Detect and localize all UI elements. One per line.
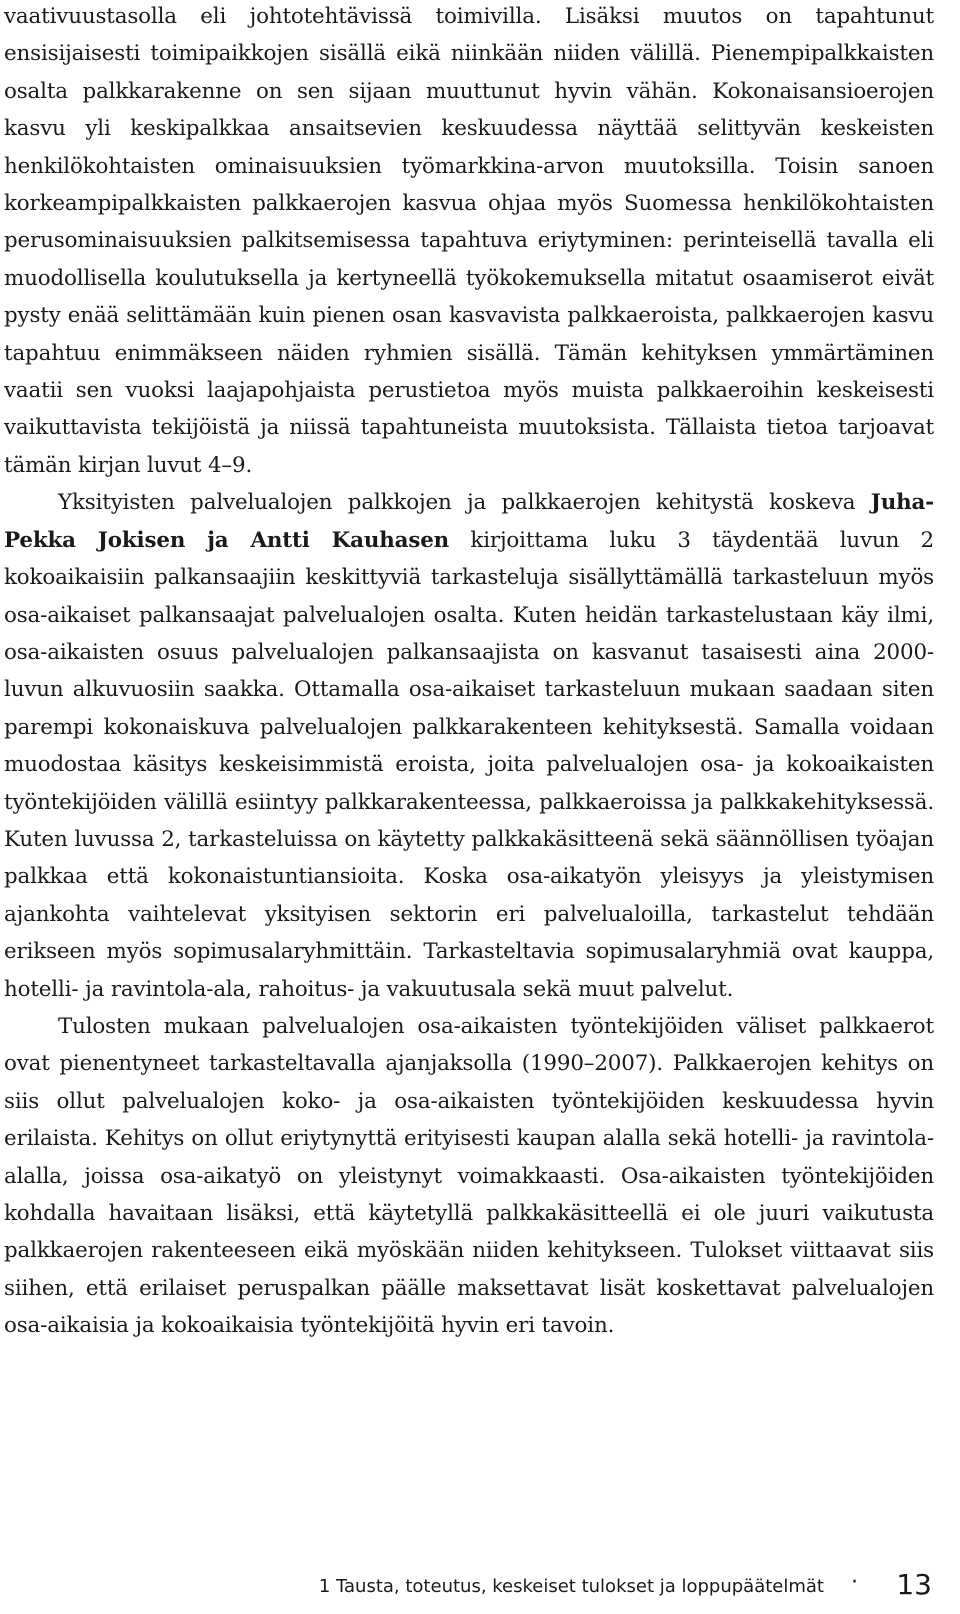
paragraph-1: vaativuustasolla eli johtotehtävissä toimivilla. Lisäksi muutos on tapahtunut ensisijaisesti toimipaikkojen sisällä eikä niinkään niiden välillä. Pienempipalkkaisten osalta palkkarakenne on sen sijaan muuttunut hyvin vähän. Kokonaisansioerojen kasvu yli keskipalkkaa ansaitsevien keskuudessa näyttää selittyvän keskeisten henkilökohtaisten ominaisuuksien työmarkkina-arvon muutoksilla. Toisin sanoen korkeampipalkkaisten palkkaerojen kasvua ohjaa myös Suomessa henkilökohtaisten perusominaisuuksien palkitsemisessa tapahtuva eriytyminen: perinteisellä tavalla eli muodollisella koulutuksella ja kertyneellä työkokemuksella mitatut osaamiserot eivät pysty enää selittämään kuin pienen osan kasvavista palkkaeroista, palkkaerojen kasvu tapahtuu enimmäkseen näiden ryhmien sisällä. Tämän kehityksen ymmärtäminen vaatii sen vuoksi laajapohjaista perustietoa myös muista palkkaeroihin keskeisesti vaikuttavista tekijöistä ja niissä tapahtuneista muutoksista. Tällaista tietoa tarjoavat tämän kirjan luvut 4–9. [4, 4, 934, 478]
footer-separator: · [851, 1570, 858, 1595]
page-number: 13 [896, 1568, 932, 1601]
footer-chapter-title: 1 Tausta, toteutus, keskeiset tulokset ja loppupäätelmät [318, 1576, 824, 1597]
paragraph-2-authors: Juha-Pekka Jokisen ja Antti Kauhasen [4, 490, 934, 553]
paragraph-3: Tulosten mukaan palvelualojen osa-aikaisten työntekijöiden väliset palkkaerot ovat pienentyneet tarkasteltavalla ajanjaksolla (1990–2007). Palkkaerojen kehitys on siis ollut palvelualojen koko- ja osa-aikaisten työntekijöiden keskuudessa hyvin erilaista. Kehitys on ollut eriytynyttä erityisesti kaupan alalla sekä hotelli- ja ravintola-alalla, joissa osa-aikatyö on yleistynyt voimakkaasti. Osa-aikaisten työntekijöiden kohdalla havaitaan lisäksi, että käytetyllä palkkakäsitteellä ei ole juuri vaikutusta palkkaerojen rakenteeseen eikä myöskään niiden kehitykseen. Tulokset viittaavat siis siihen, että erilaiset peruspalkan päälle maksettavat lisät koskettavat palvelualojen osa-aikaisia ja kokoaikaisia työntekijöitä hyvin eri tavoin. [4, 1013, 934, 1339]
paragraph-2-body: kirjoittama luku 3 täydentää luvun 2 kokoaikaisiin palkansaajiin keskittyviä tarkasteluja sisällyttämällä tarkasteluun myös osa-aikaiset palkansaajat palvelualojen osalta. Kuten heidän tarkastelustaan käy ilmi, osa-aikaisten osuus palvelualojen palkansaajista on kasvanut tasaisesti aina 2000-luvun alkuvuosiin saakka. Ottamalla osa-aikaiset tarkasteluun mukaan saadaan siten parempi kokonaiskuva palvelualojen palkkarakenteen kehityksestä. Samalla voidaan muodostaa käsitys keskeisimmistä eroista, joita palvelualojen osa- ja kokoaikaisten työntekijöiden välillä esiintyy palkkarakenteessa, palkkaeroissa ja palkkakehityksessä. Kuten luvussa 2, tarkasteluissa on käytetty palkkakäsitteenä sekä säännöllisen työajan palkkaa että kokonaistuntiansioita. Koska osa-aikatyön yleisyys ja yleistymisen ajankohta vaihtelevat yksityisen sektorin eri palvelualoilla, tarkastelut tehdään erikseen myös sopimusalaryhmittäin. Tarkasteltavia sopimusalaryhmiä ovat kauppa, hotelli- ja ravintola-ala, rahoitus- ja vakuutusala sekä muut palvelut. [4, 527, 934, 1002]
page [4, 0, 934, 1345]
page-footer [0, 1568, 932, 1608]
paragraph-2-intro: Yksityisten palvelualojen palkkojen ja palkkaerojen kehitystä koskeva [58, 490, 871, 516]
paragraph-2 [4, 484, 934, 1008]
body-text [4, 0, 934, 1345]
